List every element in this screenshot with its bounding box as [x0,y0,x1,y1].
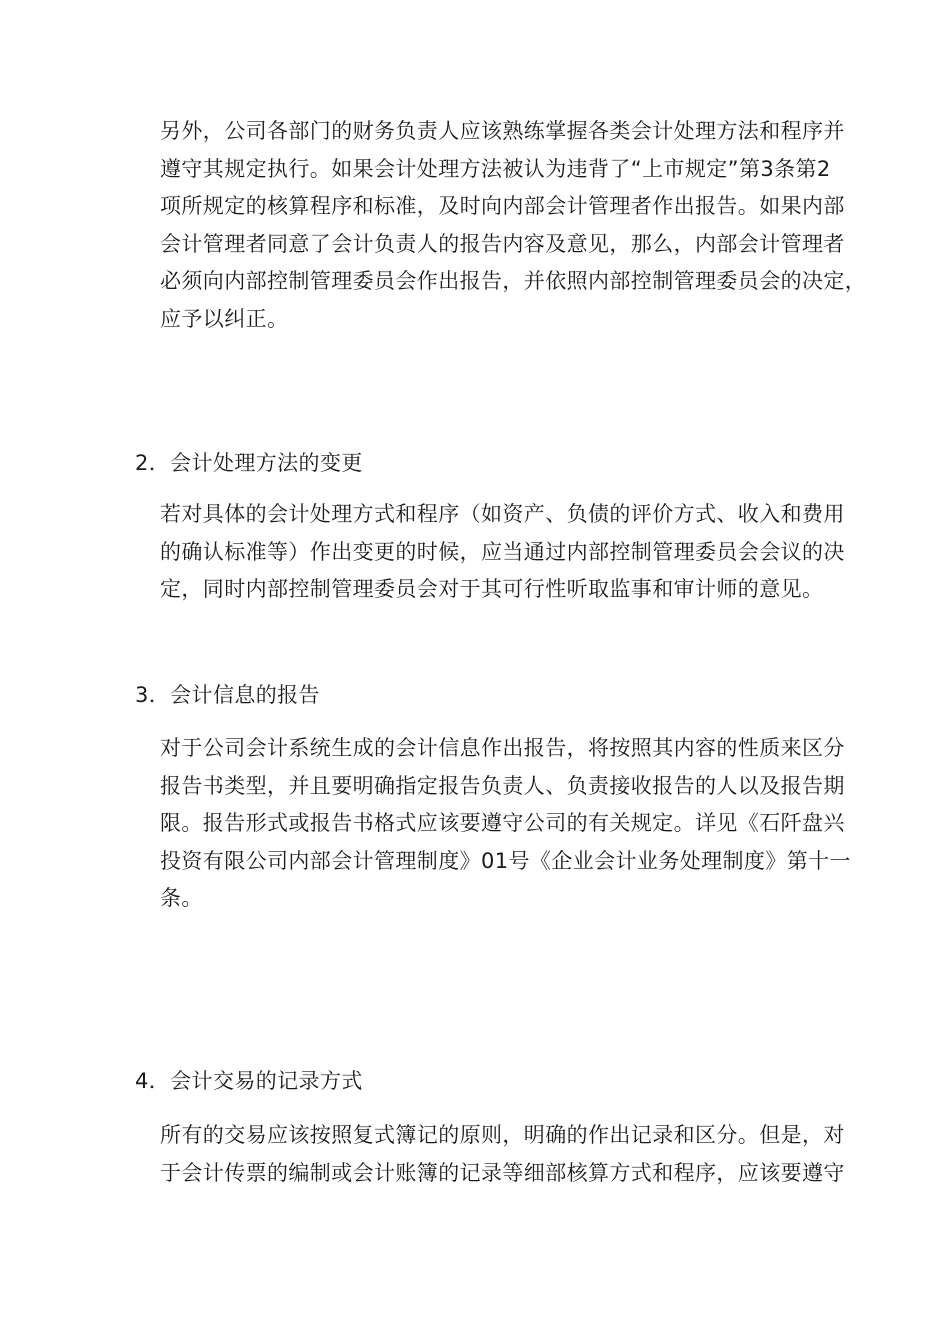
paragraph-line: 另外，公司各部门的财务负责人应该熟练掌握各类会计处理方法和程序并 [160,119,845,143]
section-3-heading: 3．会计信息的报告 [135,683,320,707]
paragraph-line: 条。 [160,886,203,910]
paragraph-line: 若对具体的会计处理方式和程序（如资产、负债的评价方式、收入和费用 [160,502,845,526]
paragraph-line: 项所规定的核算程序和标准，及时向内部会计管理者作出报告。如果内部 [160,194,845,218]
section-4-heading: 4．会计交易的记录方式 [135,1069,363,1093]
paragraph-line: 限。报告形式或报告书格式应该要遵守公司的有关规定。详见《石阡盘兴 [160,811,845,835]
paragraph-line: 投资有限公司内部会计管理制度》01号《企业会计业务处理制度》第十一 [160,848,851,873]
paragraph-line: 对于公司会计系统生成的会计信息作出报告，将按照其内容的性质来区分 [160,736,845,760]
paragraph-line: 会计管理者同意了会计负责人的报告内容及意见，那么，内部会计管理者 [160,231,845,256]
paragraph-line: 遵守其规定执行。如果会计处理方法被认为违背了“上市规定”第3条第2 [160,156,831,181]
paragraph-line: 报告书类型，并且要明确指定报告负责人、负责接收报告的人以及报告期 [160,773,845,798]
paragraph-line: 定，同时内部控制管理委员会对于其可行性听取监事和审计师的意见。 [160,577,824,601]
paragraph-line: 必须向内部控制管理委员会作出报告，并依照内部控制管理委员会的决定， [160,269,867,293]
paragraph-line: 应予以纠正。 [160,306,289,331]
section-3-paragraph [160,730,851,918]
section-4-paragraph [160,1117,845,1192]
section-2-paragraph [160,496,845,609]
paragraph-line: 的确认标准等）作出变更的时候，应当通过内部控制管理委员会会议的决 [160,539,845,564]
intro-paragraph [160,113,867,338]
paragraph-line: 所有的交易应该按照复式簿记的原则，明确的作出记录和区分。但是，对 [160,1123,845,1147]
section-2-heading: 2．会计处理方法的变更 [135,451,363,475]
paragraph-line: 于会计传票的编制或会计账簿的记录等细部核算方式和程序，应该要遵守 [160,1160,845,1185]
